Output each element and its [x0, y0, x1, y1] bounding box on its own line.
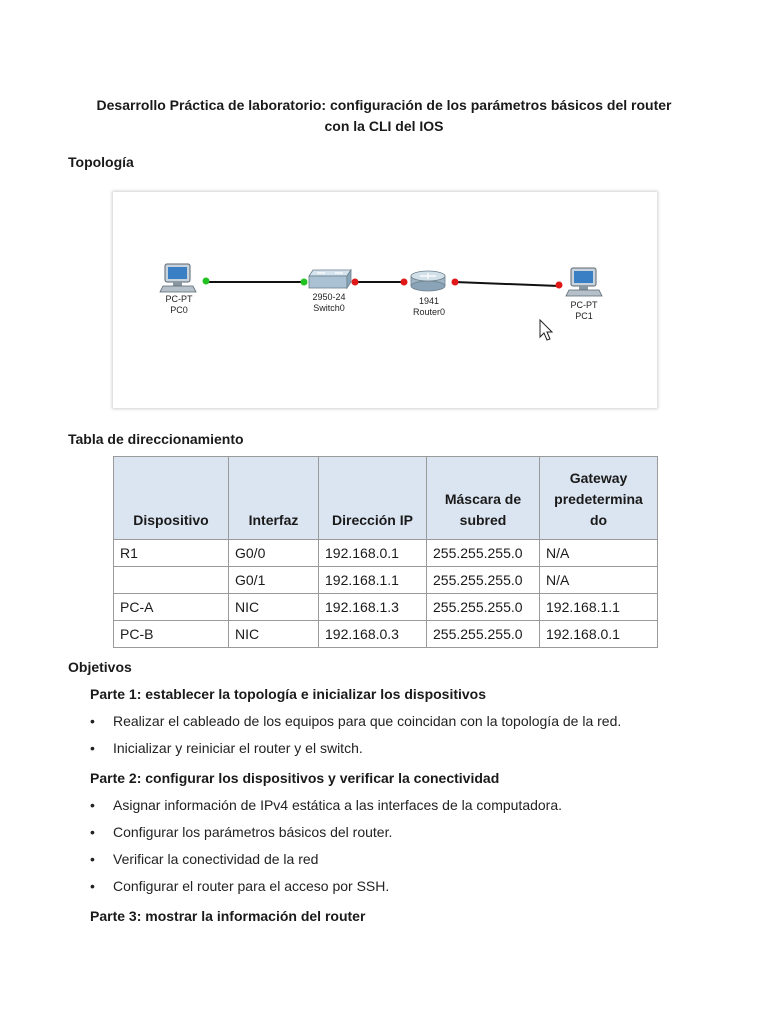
- header-ip-address: Dirección IP: [319, 457, 427, 540]
- part-2-title: Parte 2: configurar los dispositivos y verificar la conectividad: [90, 770, 500, 786]
- router0-name-label: Router0: [412, 307, 446, 317]
- switch0-model-label: 2950-24: [312, 292, 346, 302]
- list-item-text: Inicializar y reiniciar el router y el switch.: [113, 740, 363, 756]
- cell-device: PC-A: [114, 594, 229, 621]
- pc0-model-label: PC-PT: [165, 294, 193, 304]
- router0-model-label: 1941: [418, 296, 440, 306]
- cell-ip-address: 192.168.0.1: [319, 540, 427, 567]
- list-item: [90, 824, 392, 840]
- cell-ip-address: 192.168.1.3: [319, 594, 427, 621]
- cell-interface: G0/1: [229, 567, 319, 594]
- header-gateway-line: Gateway: [569, 470, 628, 486]
- link-router0-pc1: [455, 282, 559, 286]
- list-item-text: Configurar el router para el acceso por SSH.: [113, 878, 390, 894]
- pc1-model-label: PC-PT: [570, 300, 598, 310]
- link-light-red: [556, 282, 563, 289]
- table-header-row: [114, 457, 658, 540]
- bullet-icon: •: [90, 878, 95, 894]
- bullet-icon: •: [90, 797, 95, 813]
- switch0-name-label: Switch0: [313, 303, 345, 313]
- cell-interface: G0/0: [229, 540, 319, 567]
- header-interface: Interfaz: [229, 457, 319, 540]
- cell-ip-address: 192.168.0.3: [319, 621, 427, 648]
- topology-svg: [113, 192, 657, 408]
- header-device: Dispositivo: [114, 457, 229, 540]
- cell-ip-address: 192.168.1.1: [319, 567, 427, 594]
- link-light-green: [203, 278, 210, 285]
- bullet-icon: •: [90, 740, 95, 756]
- addressing-table: [113, 456, 658, 648]
- cell-default-gateway: 192.168.1.1: [540, 594, 658, 621]
- pc1-name-label: PC1: [575, 311, 593, 321]
- pc1-icon: [566, 268, 602, 296]
- header-subnet-mask: [427, 457, 540, 540]
- part-3-title: Parte 3: mostrar la información del router: [90, 908, 366, 924]
- title-line-2: con la CLI del IOS: [324, 118, 444, 134]
- table-row: [114, 567, 658, 594]
- cell-default-gateway: 192.168.0.1: [540, 621, 658, 648]
- bullet-icon: •: [90, 851, 95, 867]
- bullet-icon: •: [90, 713, 95, 729]
- cell-subnet-mask: 255.255.255.0: [427, 567, 540, 594]
- header-default-gateway: [540, 457, 658, 540]
- pc0-icon: [160, 264, 196, 292]
- objectives-heading: Objetivos: [68, 659, 132, 675]
- list-item-text: Configurar los parámetros básicos del router.: [113, 824, 393, 840]
- cell-subnet-mask: 255.255.255.0: [427, 540, 540, 567]
- cell-subnet-mask: 255.255.255.0: [427, 594, 540, 621]
- cell-device: R1: [114, 540, 229, 567]
- header-gateway-line: predetermina: [554, 491, 643, 507]
- topology-heading: Topología: [68, 154, 134, 170]
- topology-diagram: [113, 192, 657, 408]
- switch-icon: [309, 270, 351, 288]
- list-item: [90, 740, 363, 756]
- list-item-text: Verificar la conectividad de la red: [113, 851, 319, 867]
- mouse-cursor-icon: [540, 320, 552, 340]
- part-1-title: Parte 1: establecer la topología e inicializar los dispositivos: [90, 686, 487, 702]
- list-item: [90, 878, 389, 894]
- bullet-icon: •: [90, 824, 95, 840]
- addressing-table-heading: Tabla de direccionamiento: [68, 431, 244, 447]
- cell-interface: NIC: [229, 594, 319, 621]
- header-subnet-mask-line: Máscara de: [444, 491, 522, 507]
- link-light-red: [452, 279, 459, 286]
- table-row: [114, 540, 658, 567]
- link-light-red: [352, 279, 359, 286]
- cell-default-gateway: N/A: [540, 540, 658, 567]
- pc0-name-label: PC0: [170, 305, 188, 315]
- table-row: [114, 621, 658, 648]
- header-gateway-line: do: [589, 512, 608, 528]
- link-light-green: [301, 279, 308, 286]
- cell-device: [114, 567, 229, 594]
- title-line-1: Desarrollo Práctica de laboratorio: configuración de los parámetros básicos del router: [96, 97, 672, 113]
- cell-device: PC-B: [114, 621, 229, 648]
- list-item: [90, 851, 318, 867]
- cell-subnet-mask: 255.255.255.0: [427, 621, 540, 648]
- list-item: [90, 797, 562, 813]
- list-item-text: Asignar información de IPv4 estática a las interfaces de la computadora.: [113, 797, 563, 813]
- cell-interface: NIC: [229, 621, 319, 648]
- cell-default-gateway: N/A: [540, 567, 658, 594]
- link-light-red: [401, 279, 408, 286]
- table-row: [114, 594, 658, 621]
- document-title: [60, 95, 708, 137]
- list-item: [90, 713, 621, 729]
- header-subnet-mask-line: subred: [459, 512, 507, 528]
- list-item-text: Realizar el cableado de los equipos para que coincidan con la topología de la red.: [113, 713, 622, 729]
- router-icon: [411, 271, 445, 291]
